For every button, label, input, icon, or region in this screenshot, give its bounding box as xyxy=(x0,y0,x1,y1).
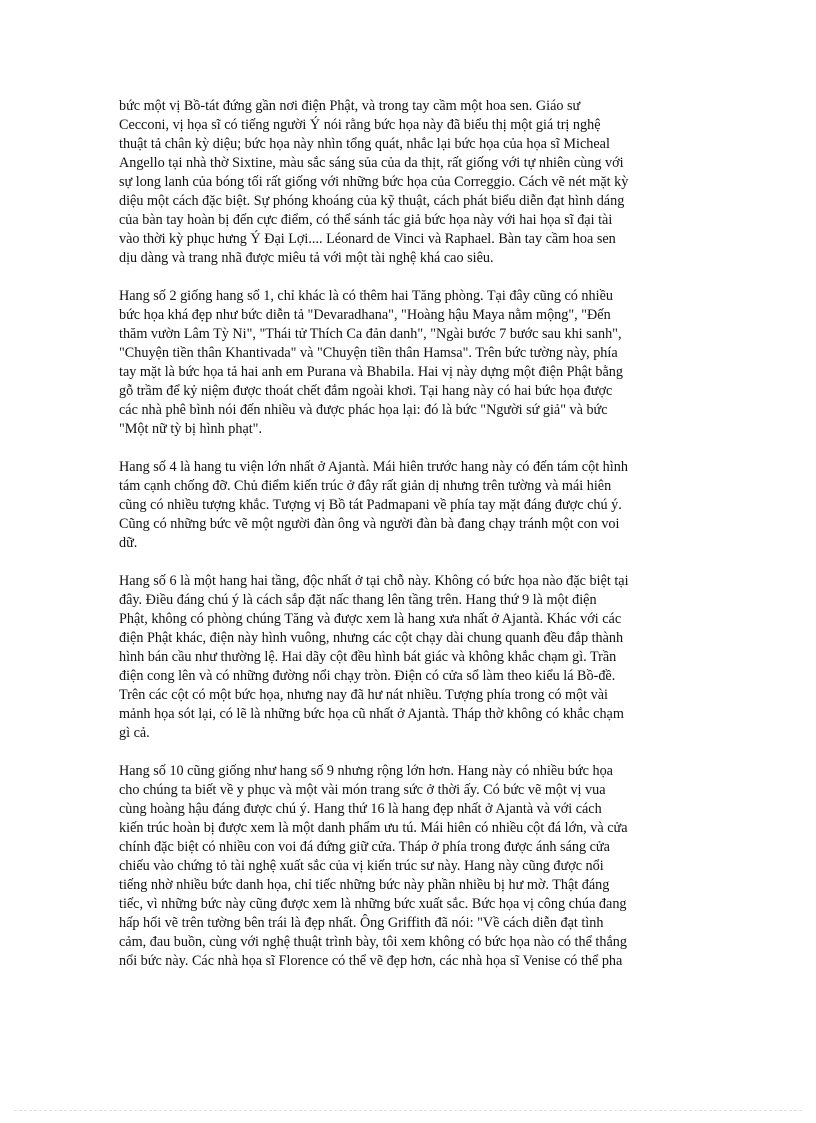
text-line: "Chuyện tiền thân Khantivada" và "Chuyện tiền thân Hamsa". Trên bức tường này, phía xyxy=(119,345,618,361)
text-line: Cũng có những bức vẽ một người đàn ông và người đàn bà đang chạy tránh một con voi xyxy=(119,516,620,532)
text-line: Hang số 2 giống hang số 1, chỉ khác là có thêm hai Tăng phòng. Tại đây cũng có nhiều xyxy=(119,288,613,304)
text-line: thuật tả chân kỳ diệu; bức họa này nhìn tổng quát, nhắc lại bức họa của họa sĩ Micheal xyxy=(119,136,610,152)
paragraph xyxy=(119,287,704,439)
text-line: chiếu vào chứng tỏ tài nghệ xuất sắc của vị kiến trúc sư này. Hang này cũng được nổi xyxy=(119,858,604,874)
document-body xyxy=(119,97,704,990)
text-line: thăm vườn Lâm Tỳ Ni", "Thái tử Thích Ca đản danh", "Ngài bước 7 bước sau khi sanh", xyxy=(119,326,622,342)
text-line: cũng có nhiều tượng khắc. Tượng vị Bồ tát Padmapani về phía tay mặt đáng được chú ý. xyxy=(119,497,622,513)
text-line: diệu một cách đặc biệt. Sự phóng khoáng của kỹ thuật, cách phát biểu diễn đạt hình dáng xyxy=(119,193,625,209)
text-line: chính đặc biệt có nhiều con voi đá đứng giữ cửa. Tháp ở phía trong được ánh sáng cửa xyxy=(119,839,610,855)
text-line: của bàn tay hoàn bị đến cực điểm, có thể sánh tác giả bức họa này với hai họa sĩ đại tài xyxy=(119,212,613,228)
text-line: hấp hối vẽ trên tường bên trái là đẹp nhất. Ông Griffith đã nói: "Về cách diễn đạt tình xyxy=(119,915,604,931)
paragraph xyxy=(119,762,704,971)
text-line: hình bán cầu như thường lệ. Hai dãy cột đều hình bát giác và không khắc chạm gì. Trần xyxy=(119,649,617,665)
text-line: cho chúng ta biết về y phục và một vài món trang sức ở thời ấy. Có bức vẽ một vị vua xyxy=(119,782,606,798)
text-line: tay mặt là bức họa tả hai anh em Purana và Bhabila. Hai vị này dựng một điện Phật bằng xyxy=(119,364,623,380)
text-line: các nhà phê bình nói đến nhiều và được phác họa lại: đó là bức "Người sứ giả" và bức xyxy=(119,402,608,418)
paragraph xyxy=(119,572,704,743)
text-line: Hang số 10 cũng giống như hang số 9 nhưng rộng lớn hơn. Hang này có nhiều bức họa xyxy=(119,763,613,779)
text-line: dữ. xyxy=(119,535,138,551)
text-line: Hang số 4 là hang tu viện lớn nhất ở Ajantà. Mái hiên trước hang này có đến tám cột hình xyxy=(119,459,628,475)
text-line: bức một vị Bồ-tát đứng gần nơi điện Phật, và trong tay cầm một hoa sen. Giáo sư xyxy=(119,98,581,114)
text-line: bức họa khá đẹp như bức diễn tả "Devaradhana", "Hoàng hậu Maya nằm mộng", "Đến xyxy=(119,307,611,323)
text-line: Cecconi, vị họa sĩ có tiếng người Ý nói rằng bức họa này đã biểu thị một giá trị nghệ xyxy=(119,117,601,133)
text-line: Phật, không có phòng chúng Tăng và được xem là hang xưa nhất ở Ajantà. Khác với các xyxy=(119,611,622,627)
text-line: điện Phật khác, điện này hình vuông, nhưng các cột chạy dài chung quanh đều đắp thành xyxy=(119,630,624,646)
text-line: gì cả. xyxy=(119,725,150,741)
text-line: tám cạnh chống đỡ. Chủ điểm kiến trúc ở đây rất giản dị nhưng trên tường và mái hiên xyxy=(119,478,612,494)
page-bottom-rule xyxy=(14,1110,802,1111)
text-line: kiến trúc hoàn bị được xem là một danh phẩm ưu tú. Mái hiên có nhiều cột đá lớn, và cửa xyxy=(119,820,628,836)
text-line: điện cong lên và có những đường nổi chạy tròn. Điện có cửa sổ làm theo kiểu lá Bồ-đề. xyxy=(119,668,616,684)
text-line: mảnh họa sót lại, có lẽ là những bức họa cũ nhất ở Ajantà. Tháp thờ không có khắc chạm xyxy=(119,706,624,722)
text-line: nổi bức này. Các nhà họa sĩ Florence có thể vẽ đẹp hơn, các nhà họa sĩ Venise có thể pha xyxy=(119,953,623,969)
text-line: tiếng nhờ nhiều bức danh họa, chỉ tiếc những bức này phần nhiều bị hư mờ. Thật đáng xyxy=(119,877,610,893)
paragraph xyxy=(119,458,704,553)
text-line: dịu dàng và trang nhã được miêu tả với một tài nghệ khá cao siêu. xyxy=(119,250,494,266)
text-line: đây. Điều đáng chú ý là cách sắp đặt nấc thang lên tầng trên. Hang thứ 9 là một điện xyxy=(119,592,597,608)
paragraph xyxy=(119,97,704,268)
text-line: "Một nữ tỳ bị hình phạt". xyxy=(119,421,263,437)
text-line: sự long lanh của bóng tối rất giống với những bức họa của Correggio. Cách vẽ nét mặt kỳ xyxy=(119,174,629,190)
text-line: gỗ trầm để kỷ niệm được thoát chết đắm ngoài khơi. Tại hang này có hai bức họa được xyxy=(119,383,613,399)
text-line: Trên các cột có một bức họa, nhưng nay đã hư nát nhiều. Tượng phía trong có một vài xyxy=(119,687,609,703)
text-line: cùng hoàng hậu đáng được chú ý. Hang thứ 16 là hang đẹp nhất ở Ajantà và với cách xyxy=(119,801,602,817)
text-line: Hang số 6 là một hang hai tầng, độc nhất ở tại chỗ này. Không có bức họa nào đặc biệt tại xyxy=(119,573,629,589)
text-line: Angello tại nhà thờ Sixtine, màu sắc sáng sủa của da thịt, rất giống với tự nhiên cùng với xyxy=(119,155,624,171)
text-line: tiếc, vì những bức này cũng được xem là những bức xuất sắc. Bức họa vị công chúa đang xyxy=(119,896,627,912)
text-line: vào thời kỳ phục hưng Ý Đại Lợi.... Léonard de Vinci và Raphael. Bàn tay cầm hoa sen xyxy=(119,231,616,247)
text-line: cảm, đau buồn, cùng với nghệ thuật trình bày, tôi xem không có bức họa nào có thể thắng xyxy=(119,934,627,950)
